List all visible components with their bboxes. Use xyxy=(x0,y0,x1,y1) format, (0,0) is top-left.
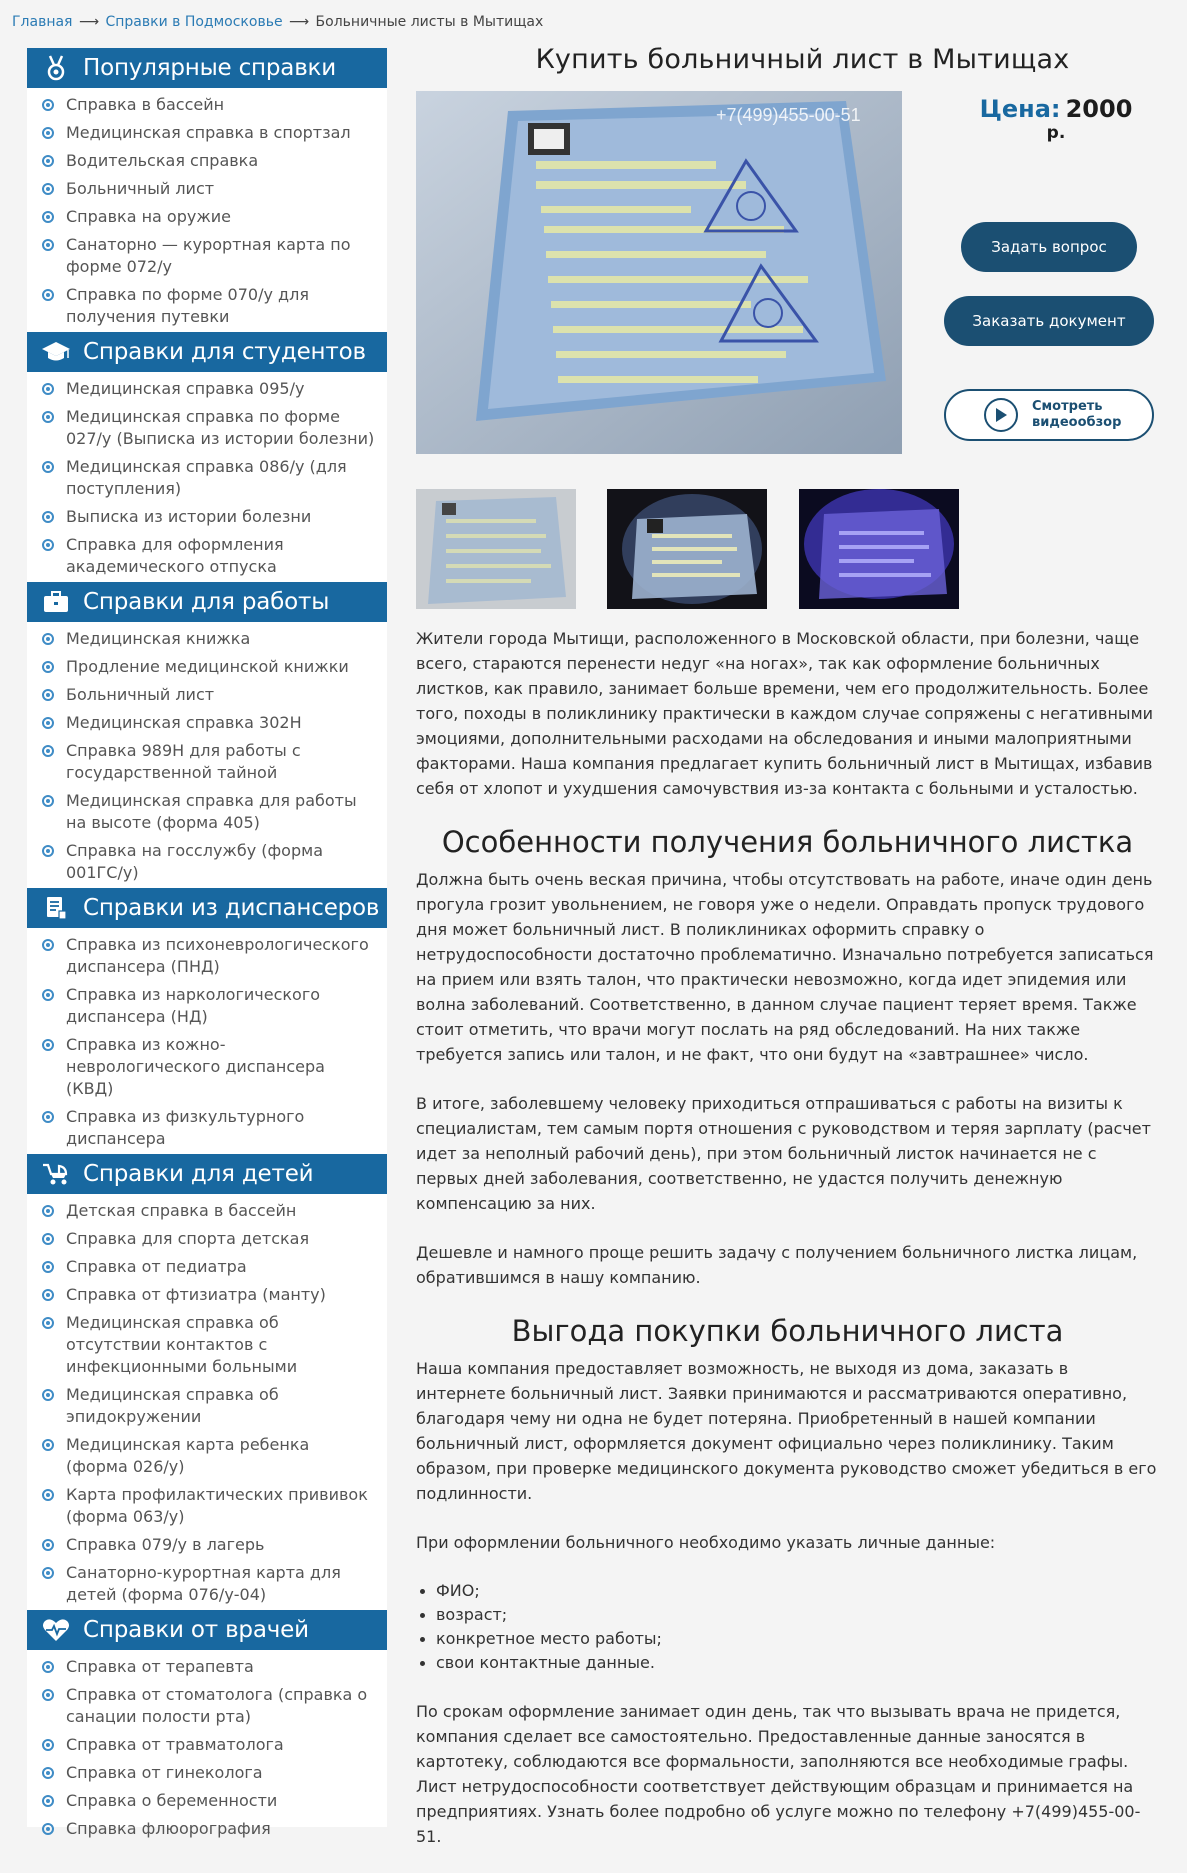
sidebar-item-label: Справка 079/у в лагерь xyxy=(66,1535,265,1554)
bullet-icon xyxy=(42,1389,54,1401)
order-document-button[interactable]: Заказать документ xyxy=(944,296,1154,346)
sidebar-heading-label: Справки от врачей xyxy=(83,1617,309,1643)
bullet-icon xyxy=(42,745,54,757)
sidebar-heading-label: Справки из диспансеров xyxy=(83,895,380,921)
bullet-icon xyxy=(42,1111,54,1123)
briefcase-icon xyxy=(41,589,71,615)
sidebar-item[interactable] xyxy=(27,1815,387,1843)
sidebar-list-dispensary xyxy=(27,928,387,1154)
sidebar-item[interactable] xyxy=(27,175,387,203)
sidebar-item-label: Справка от стоматолога (справка о санации полости рта) xyxy=(66,1685,368,1726)
main-content xyxy=(416,44,1159,1873)
sidebar-item-label: Карта профилактических прививок (форма 063/у) xyxy=(66,1485,368,1526)
sidebar-item-label: Больничный лист xyxy=(66,685,215,704)
bullet-icon xyxy=(42,383,54,395)
sidebar-item-label: Справка из психоневрологического диспансера (ПНД) xyxy=(66,935,369,976)
sidebar-item-label: Санаторно — курортная карта по форме 072/у xyxy=(66,235,351,276)
phone-watermark: +7(499)455-00-51 xyxy=(716,105,861,125)
sidebar-item[interactable] xyxy=(27,981,387,1031)
sidebar-heading-children[interactable] xyxy=(27,1154,387,1194)
sidebar-item-label: Справка по форме 070/у для получения путевки xyxy=(66,285,309,326)
sidebar-item[interactable] xyxy=(27,787,387,837)
sidebar-item[interactable] xyxy=(27,1681,387,1731)
bullet-icon xyxy=(42,1439,54,1451)
document-photo[interactable] xyxy=(416,91,902,454)
graduation-cap-icon xyxy=(41,339,71,365)
sidebar-item[interactable] xyxy=(27,147,387,175)
bullet-icon xyxy=(42,1317,54,1329)
article-content xyxy=(416,626,1159,1849)
bullet-icon xyxy=(42,539,54,551)
sidebar-item[interactable] xyxy=(27,1653,387,1681)
sidebar-item-label: Медицинская справка 095/у xyxy=(66,379,305,398)
thumbnail-photo[interactable] xyxy=(799,489,959,609)
price-value: 2000 xyxy=(1065,95,1133,123)
paragraph: В итоге, заболевшему человеку приходиться отпрашиваться с работы на визиты к специалистам, тем самым портя отношения с руководством и теряя зарплату (расчет идет за неполный рабочий день), при этом больничный листок начинается не с первых дней заболевания, соответственно, не удастся получить денежную компенсацию за них. xyxy=(416,1094,1151,1213)
sidebar-item-label: Медицинская справка для работы на высоте (форма 405) xyxy=(66,791,357,832)
sidebar-item[interactable] xyxy=(27,653,387,681)
paragraph: При оформлении больничного необходимо указать личные данные: xyxy=(416,1533,996,1552)
sidebar-item[interactable] xyxy=(27,1787,387,1815)
sidebar-item[interactable] xyxy=(27,1481,387,1531)
watch-video-label xyxy=(1032,399,1121,431)
watch-video-button[interactable] xyxy=(944,389,1154,441)
breadcrumb xyxy=(12,14,543,30)
bullet-icon xyxy=(42,661,54,673)
sidebar-item[interactable] xyxy=(27,1281,387,1309)
sidebar-item-label: Справка о беременности xyxy=(66,1791,278,1810)
sidebar-item[interactable] xyxy=(27,1103,387,1153)
sidebar-heading-label: Справки для детей xyxy=(83,1161,314,1187)
sidebar-item-label: Медицинская справка 086/у (для поступления) xyxy=(66,457,347,498)
play-icon xyxy=(984,398,1018,432)
section-heading: Особенности получения больничного листка xyxy=(441,825,1134,859)
sidebar-item-label: Продление медицинской книжки xyxy=(66,657,349,676)
sidebar-item[interactable] xyxy=(27,1431,387,1481)
bullet-icon xyxy=(42,461,54,473)
sidebar-list-students xyxy=(27,372,387,582)
sidebar-heading-doctors[interactable] xyxy=(27,1610,387,1650)
sidebar-item[interactable] xyxy=(27,1381,387,1431)
sidebar-item[interactable] xyxy=(27,737,387,787)
heart-pulse-icon xyxy=(41,1617,71,1643)
sidebar-heading-label: Популярные справки xyxy=(83,55,336,81)
thumbnail-photo[interactable] xyxy=(607,489,767,609)
sidebar-item[interactable] xyxy=(27,231,387,281)
bullet-icon xyxy=(42,155,54,167)
watch-video-line2: видеообзор xyxy=(1032,415,1122,430)
sidebar-item[interactable] xyxy=(27,1309,387,1381)
sidebar-item[interactable] xyxy=(27,1225,387,1253)
product-header xyxy=(416,91,1159,471)
bullet-icon xyxy=(42,689,54,701)
sidebar-item-label: Справка от гинеколога xyxy=(66,1763,263,1782)
bullet-icon xyxy=(42,1539,54,1551)
sidebar-item-label: Справка на оружие xyxy=(66,207,231,226)
bullet-icon xyxy=(42,989,54,1001)
sidebar-item-label: Справка для оформления академического отпуска xyxy=(66,535,284,576)
sidebar-item[interactable] xyxy=(27,837,387,887)
list-item: конкретное место работы; xyxy=(416,1627,1159,1651)
bullet-icon xyxy=(42,1767,54,1779)
bullet-icon xyxy=(42,795,54,807)
sidebar-item[interactable] xyxy=(27,625,387,653)
sidebar-item-label: Медицинская справка по форме 027/у (Выписка из истории болезни) xyxy=(66,407,375,448)
price-block xyxy=(971,95,1141,143)
bullet-icon xyxy=(42,1489,54,1501)
sidebar-item-label: Справка от терапевта xyxy=(66,1657,254,1676)
sidebar-list-work xyxy=(27,622,387,888)
sidebar-item[interactable] xyxy=(27,931,387,981)
breadcrumb-separator: ⟶ xyxy=(78,14,100,30)
sidebar-item-label: Справка из наркологического диспансера (НД) xyxy=(66,985,321,1026)
sidebar-heading-popular[interactable] xyxy=(27,48,387,88)
sidebar-item-label: Санаторно-курортная карта для детей (форма 076/у-04) xyxy=(66,1563,341,1604)
sidebar-item[interactable] xyxy=(27,281,387,331)
section-heading: Выгода покупки больничного листа xyxy=(511,1314,1064,1348)
breadcrumb-home-link[interactable]: Главная xyxy=(12,14,73,30)
sidebar-item-label: Медицинская справка об отсутствии контактов с инфекционными больными xyxy=(66,1313,298,1376)
bullet-icon xyxy=(42,1205,54,1217)
sidebar-heading-students[interactable] xyxy=(27,332,387,372)
sidebar-item-label: Справка для спорта детская xyxy=(66,1229,310,1248)
bullet-icon xyxy=(42,1233,54,1245)
sidebar-item-label: Справка от травматолога xyxy=(66,1735,284,1754)
sidebar-item[interactable] xyxy=(27,709,387,737)
paragraph: Должна быть очень веская причина, чтобы отсутствовать на работе, иначе один день прогула грозит увольнением, не говоря уже о недели. Оправдать пропуск трудового дня может больничный лист. В поликлиниках оформить справку о нетрудоспособности достаточно проблематично. Изначально потребуется записаться на прием или взять талон, что практически невозможно, когда идет эпидемия или волна заболеваний. Соответственно, в данном случае пациент теряет время. Также стоит отметить, что врачи могут послать на ряд обследований. На них также требуется запись или талон, и не факт, что они будут на «завтрашнее» число. xyxy=(416,870,1154,1064)
medal-icon xyxy=(41,55,71,81)
sidebar-item[interactable] xyxy=(27,403,387,453)
sidebar-item-label: Выписка из истории болезни xyxy=(66,507,312,526)
bullet-icon xyxy=(42,845,54,857)
sidebar-item-label: Справка из кожно-неврологического диспансера (КВД) xyxy=(66,1035,325,1098)
sidebar-item[interactable] xyxy=(27,119,387,147)
bullet-icon xyxy=(42,127,54,139)
sidebar-heading-dispensary[interactable] xyxy=(27,888,387,928)
sidebar-item-label: Справка из физкультурного диспансера xyxy=(66,1107,305,1148)
sidebar-heading-label: Справки для работы xyxy=(83,589,330,615)
sidebar-item[interactable] xyxy=(27,681,387,709)
sidebar-item[interactable] xyxy=(27,203,387,231)
document-icon xyxy=(41,895,71,921)
sidebar-item-label: Справка от фтизиатра (манту) xyxy=(66,1285,326,1304)
breadcrumb-section-link[interactable]: Справки в Подмосковье xyxy=(105,14,283,30)
bullet-icon xyxy=(42,289,54,301)
sidebar-item-label: Медицинская книжка xyxy=(66,629,251,648)
bullet-icon xyxy=(42,1739,54,1751)
bullet-icon xyxy=(42,511,54,523)
thumbnail-photo[interactable] xyxy=(416,489,576,609)
sidebar-list-doctors xyxy=(27,1650,387,1844)
price-label: Цена: xyxy=(979,95,1061,123)
paragraph: Наша компания предоставляет возможность, не выходя из дома, заказать в интернете больничный лист. Заявки принимаются и рассматриваются оперативно, благодаря чему ни одна не будет потеряна. Приобретенный в нашей компании больничный лист, оформляется документ официально через поликлинику. Таким образом, при проверке медицинского документа руководство сможет убедиться в его подлинности. xyxy=(416,1359,1157,1503)
sidebar-item[interactable] xyxy=(27,453,387,503)
breadcrumb-separator: ⟶ xyxy=(289,14,310,30)
sidebar-item-label: Медицинская справка об эпидокружении xyxy=(66,1385,279,1426)
sidebar-item[interactable] xyxy=(27,1031,387,1103)
bullet-icon xyxy=(42,411,54,423)
sidebar-item-label: Детская справка в бассейн xyxy=(66,1201,297,1220)
photo-thumbnails xyxy=(416,471,1159,626)
sidebar-item-label: Справка от педиатра xyxy=(66,1257,247,1276)
bullet-icon xyxy=(42,1567,54,1579)
bullet-icon xyxy=(42,211,54,223)
sidebar-item[interactable] xyxy=(27,1197,387,1225)
paragraph: Дешевле и намного проще решить задачу с получением больничного листка лицам, обратившимся в нашу компанию. xyxy=(416,1243,1138,1287)
sidebar-list-children xyxy=(27,1194,387,1610)
bullet-icon xyxy=(42,633,54,645)
bullet-icon xyxy=(42,1661,54,1673)
sidebar-item[interactable] xyxy=(27,531,387,581)
sidebar-item[interactable] xyxy=(27,1759,387,1787)
sidebar-item-label: Справка флюорография xyxy=(66,1819,271,1838)
bullet-icon xyxy=(42,939,54,951)
sidebar xyxy=(27,48,387,1838)
personal-data-list xyxy=(416,1579,1159,1675)
sidebar-item[interactable] xyxy=(27,503,387,531)
sidebar-item[interactable] xyxy=(27,1559,387,1609)
bullet-icon xyxy=(42,1689,54,1701)
sidebar-item-label: Медицинская справка в спортзал xyxy=(66,123,351,142)
bullet-icon xyxy=(42,239,54,251)
list-item: свои контактные данные. xyxy=(416,1651,1159,1675)
bullet-icon xyxy=(42,717,54,729)
intro-paragraph: Жители города Мытищи, расположенного в Московской области, при болезни, чаще всего, стараются перенести недуг «на ногах», так как оформление больничных листков, как правило, занимает больше времени, чем его продолжительность. Более того, походы в поликлинику практически в каждом случае сопряжены с негативными эмоциями, дополнительными расходами на обследования и иными малоприятными факторами. Наша компания предлагает купить больничный лист в Мытищах, избавив себя от хлопот и ухудшения самочувствия из-за контакта с больными и усталостью. xyxy=(416,629,1154,798)
price-currency: р. xyxy=(1046,123,1066,143)
sidebar-heading-label: Справки для студентов xyxy=(83,339,366,365)
bullet-icon xyxy=(42,1039,54,1051)
sidebar-item-label: Больничный лист xyxy=(66,179,215,198)
bullet-icon xyxy=(42,1795,54,1807)
watch-video-line1: Смотреть xyxy=(1032,399,1103,414)
sidebar-item-label: Медицинская карта ребенка (форма 026/у) xyxy=(66,1435,310,1476)
sidebar-item-label: Справка 989Н для работы с государственной тайной xyxy=(66,741,301,782)
bullet-icon xyxy=(42,1823,54,1835)
sidebar-item[interactable] xyxy=(27,1253,387,1281)
stroller-icon xyxy=(41,1161,71,1187)
breadcrumb-current: Больничные листы в Мытищах xyxy=(315,14,544,30)
ask-question-button[interactable]: Задать вопрос xyxy=(961,222,1137,272)
sidebar-item-label: Справка в бассейн xyxy=(66,95,225,114)
bullet-icon xyxy=(42,1289,54,1301)
sidebar-item-label: Медицинская справка 302Н xyxy=(66,713,302,732)
bullet-icon xyxy=(42,1261,54,1273)
sidebar-item[interactable] xyxy=(27,1531,387,1559)
bullet-icon xyxy=(42,183,54,195)
sidebar-item[interactable] xyxy=(27,91,387,119)
sidebar-item-label: Справка на госслужбу (форма 001ГС/у) xyxy=(66,841,323,882)
sidebar-item[interactable] xyxy=(27,1731,387,1759)
list-item: возраст; xyxy=(416,1603,1159,1627)
sidebar-item-label: Водительская справка xyxy=(66,151,259,170)
sidebar-heading-work[interactable] xyxy=(27,582,387,622)
bullet-icon xyxy=(42,99,54,111)
list-item: ФИО; xyxy=(416,1579,1159,1603)
sidebar-list-popular xyxy=(27,88,387,332)
sidebar-item[interactable] xyxy=(27,375,387,403)
page-title: Купить больничный лист в Мытищах xyxy=(535,44,1070,75)
paragraph: По срокам оформление занимает один день, так что вызывать врача не придется, компания сделает все самостоятельно. Предоставленные данные заносятся в картотеку, соблюдаются все формальности, заполняются все необходимые графы. Лист нетрудоспособности соответствует действующим образцам и принимается на предприятиях. Узнать более подробно об услуге можно по телефону +7(499)455-00-51. xyxy=(416,1702,1141,1846)
